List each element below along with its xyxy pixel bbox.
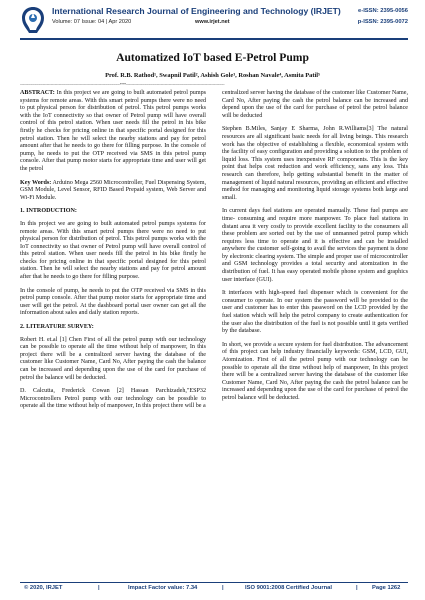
keywords-paragraph [20,180,206,203]
journal-website[interactable]: www.irjet.net [195,19,230,25]
footer-impact-factor: Impact Factor value: 7.34 [128,585,198,591]
issn-block [358,6,408,28]
journal-footer [20,585,408,595]
abstract-text: In this project we are going to built automated petrol pumps systems for remote areas. With this smart petrol pumps there were no need to put physical person for distribution of petrol. This petrol pumps works with the IoT connectivity so that owner of Petrol pump will have overall control of this petrol station. When user needs fill the petrol in his bike firstly he checks for pricing online in that specific portal designed for this petrol station. Then he will select the nearby stations and pay for petrol amount after that he needs to go there for filling purpose. In the console of pump, he needs to put the OTP received via SMS in this petrol pump console. After that pump motor starts for appropriate time and user will get the petrol [20,90,206,172]
footer-divider-3: | [356,585,358,591]
intro-paragraph-1: In this project we are going to built automated petrol pumps systems for remote areas. With this smart petrol pumps there were no need to put physical person for distribution of petrol. This petrol pumps works with the IoT connectivity so that owner of Petrol pump will have overall control of this petrol station. When user needs fill the petrol in his bike firstly he checks for pricing online in that specific portal designed for this petrol station. Then he will select the nearby stations and pay for petrol amount after that he needs to go there for filling purpose. [20,220,206,281]
abstract-paragraph [20,90,206,174]
keywords-label: Key Words: [20,179,52,186]
paper-title: Automatized IoT based E-Petrol Pump [116,51,309,64]
right-paragraph-1: centralized server having the database of the customer like Customer Name, Card No, After paying the cash the petrol balance can be increased and depend upon the use of the card for purchase of petrol the petrol balance will be deducted [222,90,408,119]
literature-paragraph-1: Robert H. et.al [1] Chen First of all the petrol pump with our technology can be possible to operate all the time without help of manpower, In this project there will be a centralized server having the database of the customer like Customer Name, Card No, After paying the cash the balance can be increased and depending upon the use of the card for purchase of petrol the balance will be deducted. [20,336,206,381]
intro-paragraph-2: In the console of pump, he needs to put the OTP received via SMS in this petrol pump console. After that pump motor starts for appropriate time and user will get the petrol. At the dashboard portal user owner can get all the information about sales and daily station reports. [20,287,206,317]
footer-iso: ISO 9001:2008 Certified Journal [245,585,332,591]
left-column [20,90,206,417]
section-separator: ---------------------------------------------------------------------------***-------------------------------------------------------------------------- [20,82,225,87]
right-column [222,90,408,409]
eissn: e-ISSN: 2395-0056 [358,8,408,14]
right-paragraph-5: In short, we provide a secure system for fuel distribution. The advancement of this project can help industry financially keywords: GSM, LCD, GUI, Atomization. First of all the petrol pump with our technology can be possible to operate all the time without help of manpower, In this project there will be a centralized server having the database of the customer like Customer Name, Card No, After paying the cash the petrol balance can be increased and depending upon the use of the card for purchase of petrol the petrol balance will be deducted. [222,341,408,401]
footer-copyright: © 2020, IRJET [24,585,63,591]
irjet-logo-icon [20,6,46,34]
right-paragraph-3: In current days fuel stations are operated manually. These fuel pumps are time- consuming and require more manpower. To place fuel stations in distant area it very costly to provide excellent facility to the consumers all these problem are sorted out by the use of unmanned petrol pump which requires less time to operate and it is effective and can be installed anywhere the customer self-going to avail the services the payment is done by electronic clearing system. The simple and proper use of microcontroller and GSM technology provides a total security and atomization in the distribution of fuel. It has easy operated mobile phone system and graphics user interface (GUI). [222,208,408,283]
journal-title: International Research Journal of Engineering and Technology (IRJET) [52,6,341,16]
footer-divider [20,582,408,583]
right-paragraph-2: Stephen B.Miles, Sanjay E Sharma, John R.Williams[3] The natural resources are all significant basic needs for all living beings. This research work has the objective of establishing a flexible, economical system with the facility of easy configuration and providing a solution to the problem of liquid loss. This system uses inexpensive RF components. This is the key point that helps cost reduction and work efficiency, sans any loss. This research can therefore, help getting substantial benefit in the matter of management of liquid natural resources, providing an efficient and effective method for managing and monitoring liquid storage systems both large and small. [222,126,408,201]
paper-authors: Prof. R.B. Rathod¹, Swapnil Patil², Ashish Gole³, Roshan Navale⁴, Asmita Patil⁵ [105,72,320,79]
abstract-label: ABSTRACT: [20,90,55,96]
literature-paragraph-2: D. Calcutta, Frederick Cowan [2] Hassan Parchizadeh,"ESP32 Microcontrollers Petrol pump with our technology can be possible to operate all the time without help of manpower, In this project there will be a [20,388,206,410]
literature-heading: 2. LITERATURE SURVEY: [20,324,94,331]
intro-heading: 1. INTRODUCTION: [20,208,77,215]
volume-issue: Volume: 07 Issue: 04 | Apr 2020 [52,19,132,25]
pissn: p-ISSN: 2395-0072 [357,19,408,25]
journal-header [20,6,408,40]
right-paragraph-4: It interfaces with high-speed fuel dispenser which is convenient for the consumer to operate. In our system the password will be provided to the user and customer has to enter this password on the LCD provided by the fuel station which will help the petrol company to create authentication for the user also the distribution of the fuel is not possible until it gets verified by the database. [222,290,408,335]
keywords-text: Arduino Mega 2560 Microcontroller, Fuel Dispensing System, GSM Module, Level Sensor, RFID Based Prepaid system, Web Server and Wi-Fi Module. [20,179,206,201]
footer-divider-1: | [98,585,100,591]
footer-divider-2: | [222,585,224,591]
header-divider [20,38,408,40]
footer-page-number: Page 1262 [372,585,401,591]
